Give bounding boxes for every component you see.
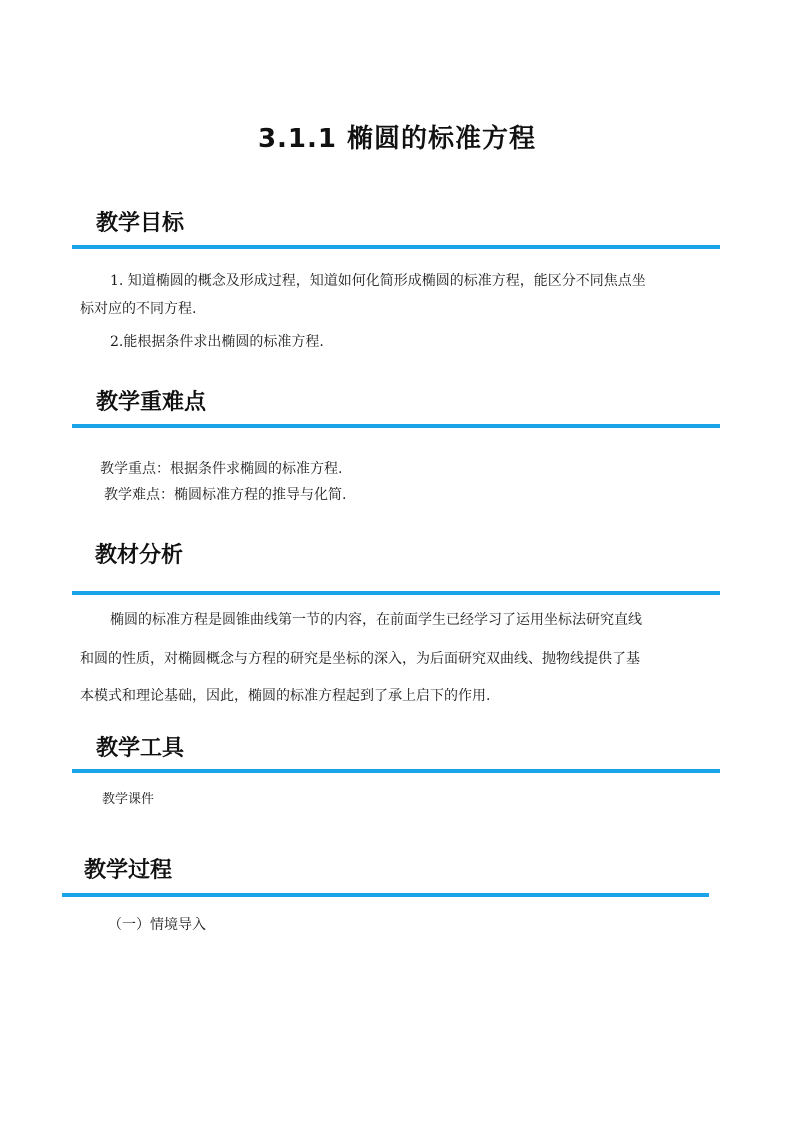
section-divider	[72, 424, 720, 428]
section-divider	[62, 893, 709, 897]
section-divider	[72, 591, 720, 595]
section-divider	[72, 245, 720, 249]
analysis-paragraph-line-1: 椭圆的标准方程是圆锥曲线第一节的内容，在前面学生已经学习了运用坐标法研究直线	[110, 612, 642, 628]
process-subheading-1: （一）情境导入	[108, 917, 206, 933]
section-heading-objectives: 教学目标	[96, 211, 185, 236]
section-heading-analysis: 教材分析	[95, 543, 184, 568]
analysis-paragraph-line-2: 和圆的性质，对椭圆概念与方程的研究是坐标的深入，为后面研究双曲线、抛物线提供了基	[80, 651, 640, 667]
section-heading-key-points: 教学重难点	[96, 390, 207, 415]
analysis-paragraph-line-3: 本模式和理论基础，因此，椭圆的标准方程起到了承上启下的作用.	[80, 688, 491, 704]
objective-item-1-line-1: 1. 知道椭圆的概念及形成过程，知道如何化简形成椭圆的标准方程，能区分不同焦点坐	[110, 273, 646, 289]
objective-item-2: 2.能根据条件求出椭圆的标准方程.	[110, 334, 324, 350]
section-heading-process: 教学过程	[84, 858, 173, 883]
key-point-text: 教学重点：根据条件求椭圆的标准方程.	[100, 461, 343, 477]
section-divider	[72, 769, 720, 773]
tools-text: 教学课件	[102, 792, 155, 807]
section-heading-tools: 教学工具	[96, 736, 185, 761]
page-title: 3.1.1 椭圆的标准方程	[257, 124, 537, 154]
objective-item-1-line-2: 标对应的不同方程.	[80, 301, 197, 317]
difficult-point-text: 教学难点：椭圆标准方程的推导与化简.	[104, 487, 347, 503]
